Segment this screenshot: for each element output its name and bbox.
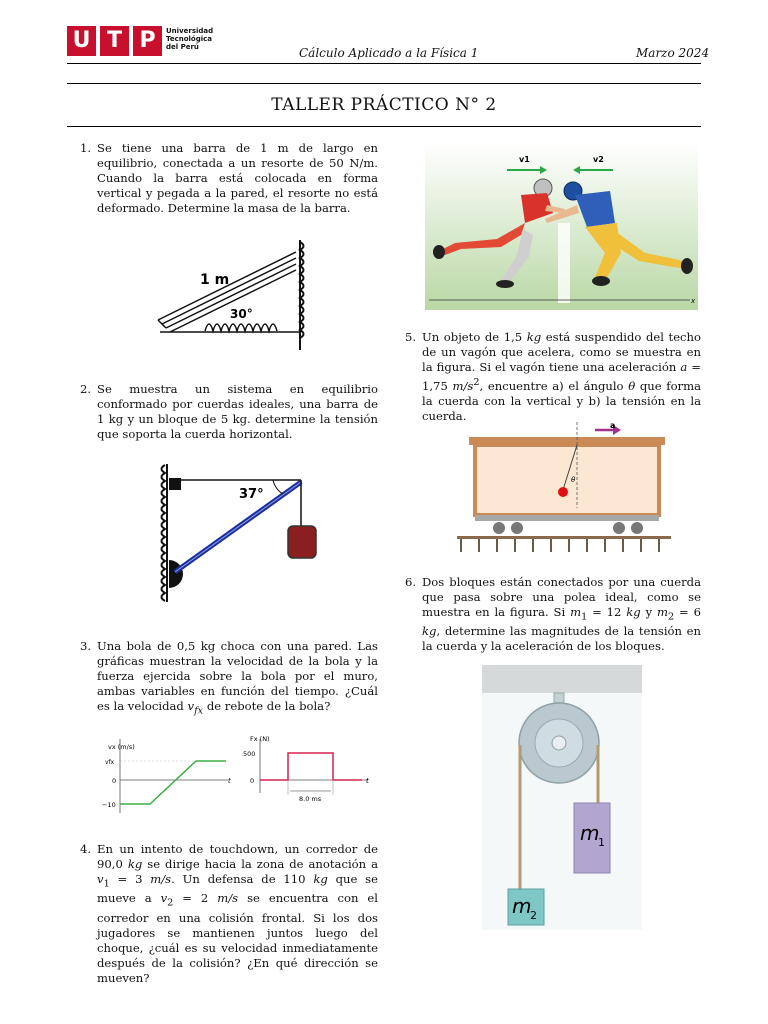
problem-5: 5. Un objeto de 1,5 kg está suspendido del techo de un vagón que acelera, como se muestra en la figura. Si el vagón tiene una aceleración a = 1,75 $m/s^2$, encuentre a) el ángulo θ que forma la cuerda con la vertical y b) la tensión en la cuerda.: [405, 330, 701, 423]
title-rule-bottom: [67, 126, 701, 127]
m2-label: m: [512, 894, 532, 918]
header-date: Marzo 2024: [636, 46, 710, 60]
problem-number: 1.: [80, 141, 92, 155]
page-title: TALLER PRÁCTICO N° 2: [271, 95, 497, 115]
logo-letter-u: U: [67, 26, 96, 56]
university-line: Tecnológica: [166, 35, 213, 43]
velocity-graph: [102, 739, 231, 813]
duration-label: 8.0 ms: [299, 795, 322, 803]
m2-subscript: 2: [530, 909, 537, 922]
velocity-ylabel: vx (m/s): [108, 743, 135, 751]
problem-6: 6. Dos bloques están conectados por una cuerda que pasa sobre una polea ideal, como se muestra en la figura. Si $m_1 = 12$ kg y $m_2 = 6$ kg, determine las magnitudes de la tensión en la cuerda y la aceleración de los bloques.: [405, 575, 701, 654]
v2-label: v2: [593, 155, 604, 164]
m1-label: m: [580, 821, 600, 845]
problem-2: [80, 382, 378, 442]
problem-number: 4.: [80, 842, 92, 856]
tick-0: 0: [112, 777, 117, 785]
angle-label: 30°: [230, 307, 253, 321]
tick-500: 500: [243, 750, 256, 758]
problem-number: 2.: [80, 382, 92, 396]
theta-label: θ: [571, 476, 576, 484]
figure-rod-block: [155, 460, 330, 605]
figure-football: [425, 143, 698, 310]
problem-text: Se muestra un sistema en equilibrio conformado por cuerdas ideales, una barra de 1 kg y un bloque de 5 kg. determine la tensión que soporta la cuerda horizontal.: [97, 382, 378, 441]
figure-pulley: [482, 665, 642, 930]
x-axis-label: x: [691, 297, 696, 305]
logo-letter-t: T: [100, 26, 129, 56]
university-line: del Perú: [166, 43, 199, 51]
utp-logo: [67, 26, 214, 58]
force-ylabel: Fx (N): [250, 735, 270, 743]
force-graph: [243, 735, 369, 803]
length-label: 1 m: [200, 272, 230, 288]
figure-wagon: [455, 420, 672, 557]
problem-number: 3.: [80, 639, 92, 653]
accel-label: a: [610, 421, 616, 430]
problem-number: 5.: [405, 330, 417, 344]
tick-neg10: −10: [102, 801, 116, 809]
angle-label: 37°: [239, 487, 264, 502]
m1-subscript: 1: [598, 836, 605, 849]
tick-vfx: vfx: [105, 759, 115, 766]
velocity-xlabel: t: [228, 777, 231, 785]
university-name: [166, 27, 213, 51]
logo-letter-p: P: [133, 26, 162, 56]
header-rule: [67, 63, 701, 64]
problem-number: 6.: [405, 575, 417, 589]
course-name: Cálculo Aplicado a la Física 1: [299, 46, 479, 60]
title-rule-top: [67, 83, 701, 84]
problem-text: Se tiene una barra de 1 m de largo en equilibrio, conectada a un resorte de 50 N/m. Cuando la barra está colocada en forma vertical y pegada a la pared, el resorte no está deformado. Determine la masa de la barra.: [97, 141, 378, 215]
v1-label: v1: [519, 155, 530, 164]
force-xlabel: t: [366, 777, 369, 785]
tick-0: 0: [250, 777, 255, 785]
figure-graphs: [100, 733, 390, 818]
problem-1: [80, 141, 378, 216]
problem-4: 4. En un intento de touchdown, un corredor de 90,0 kg se dirige hacia la zona de anotación a $v_1 = 3$ m/s. Un defensa de 110 kg que se mueve a $v_2 = 2$ m/s se encuentra con el corredor en una colisión frontal. Si los dos jugadores se mantienen juntos luego del choque, ¿cuál es su velocidad inmediatamente después de la colisión? ¿En qué dirección se mueven?: [80, 842, 379, 985]
university-line: Universidad: [166, 27, 214, 35]
figure-bar-spring: [150, 232, 325, 357]
problem-3: 3. Una bola de 0,5 kg choca con una pared. Las gráficas muestran la velocidad de la bola y la fuerza ejercida sobre la bola por el muro, ambas variables en función del tiempo. ¿Cuál es la velocidad $v_{fx}$ de rebote de la bola?: [80, 639, 378, 717]
